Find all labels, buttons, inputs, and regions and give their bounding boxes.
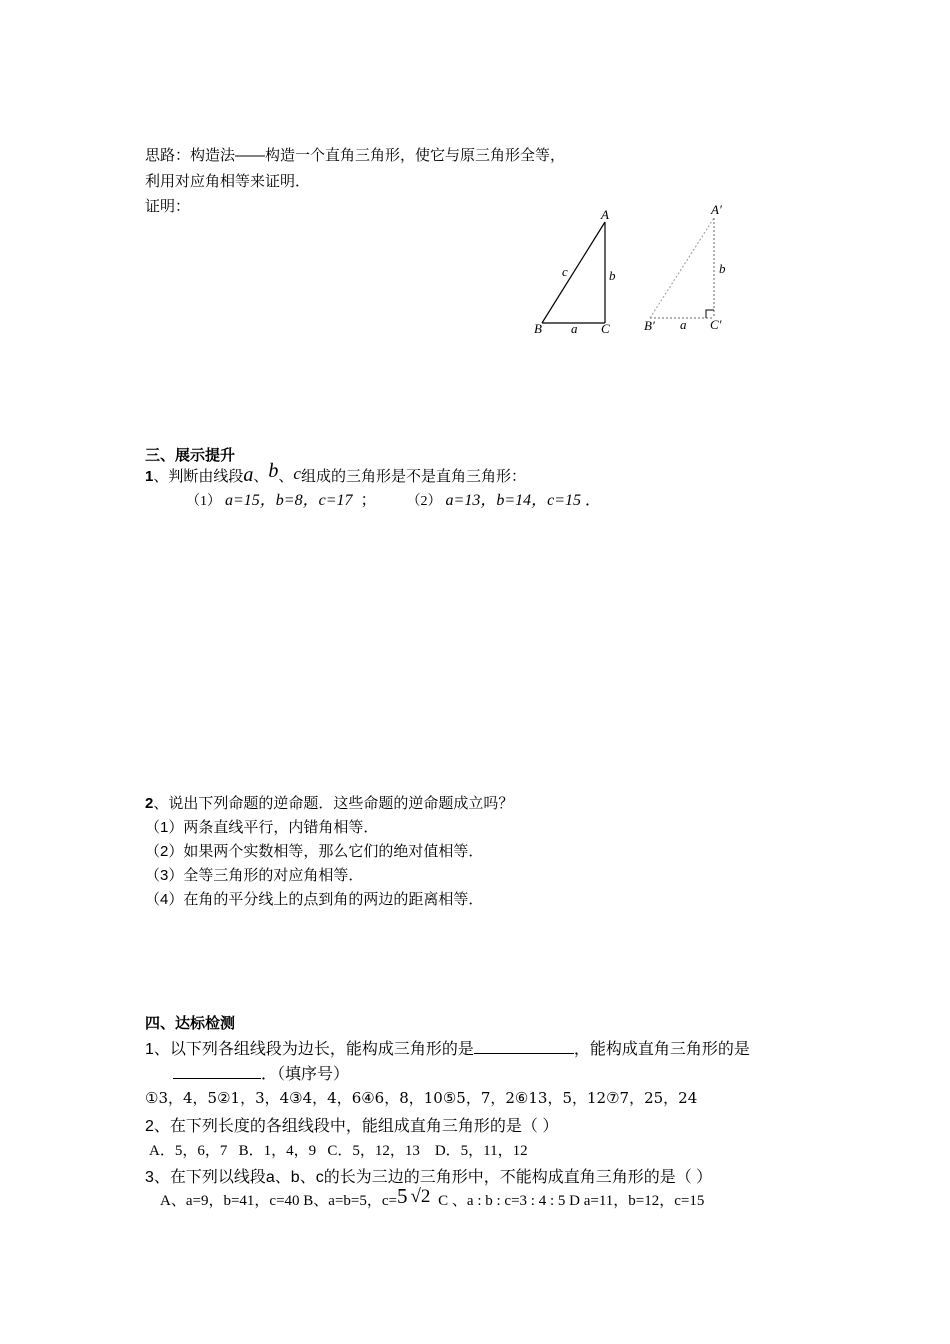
section-3-heading: 三、展示提升 (145, 447, 236, 464)
section-3-q1-parts (186, 487, 601, 510)
part-2-label: （2） (406, 494, 442, 509)
var-b: b (268, 460, 279, 482)
vertex-c-label: C (601, 321, 610, 336)
q2-item-4: （4）在角的平分线上的点到角的两边的距离相等． (145, 891, 484, 908)
s4-q3-options (160, 1186, 704, 1211)
s4-q3-opt-c: C 、a : b : c=3 : 4 : 5 (438, 1193, 566, 1209)
s4-q1-options: ①3，4，5②1，3，4③4，4，6④6，8，10⑤5，7，2⑥13，5，12⑦7，25，24 (145, 1089, 698, 1107)
s4-q2-stem: 2、在下列长度的各组线段中，能组成直角三角形的是（ ） (145, 1118, 559, 1135)
q2-stem-text: 、说出下列命题的逆命题．这些命题的逆命题成立吗？ (153, 795, 514, 812)
hypotenuse-prime-line (650, 218, 714, 318)
side-b-prime-label: b (719, 261, 726, 276)
section-4-heading: 四、达标检测 (145, 1015, 236, 1032)
part-2-end: ． (585, 492, 602, 509)
s4-q3-opt-b: B、a=b=5，c= (303, 1193, 397, 1209)
q2-number: 2 (145, 795, 154, 812)
q1-post: 组成的三角形是不是直角三角形： (300, 468, 526, 485)
var-c: c (293, 464, 301, 483)
s4-q3-opt-d: D a=11，b=12，c=15 (569, 1193, 705, 1209)
triangle-abc (534, 207, 616, 336)
q1-pre: 、判断由线段 (153, 468, 244, 485)
part-1-label: （1） (186, 494, 221, 509)
idea-line-2: 利用对应角相等来证明． (145, 173, 311, 190)
q2-item-1: （1）两条直线平行，内错角相等． (145, 819, 379, 836)
q1-sep1: 、 (253, 468, 269, 485)
s4-q1-stem (145, 1036, 750, 1059)
side-c-label: c (562, 264, 568, 279)
side-b-label: b (609, 268, 616, 283)
answer-blank-2[interactable] (173, 1064, 261, 1079)
vertex-b-label: B (534, 321, 542, 336)
vertex-a-prime-label: A′ (711, 202, 722, 217)
answer-blank-1[interactable] (474, 1039, 574, 1054)
q1-number: 1 (145, 468, 154, 485)
sqrt-2: √2 (410, 1186, 431, 1207)
vertex-b-prime-label: B′ (644, 318, 655, 333)
triangle-abc-prime (644, 202, 726, 333)
triangle-figures (520, 200, 750, 345)
s4-q3-stem: 3、在下列以线段a、b、c的长为三边的三角形中，不能构成直角三角形的是（ ） (145, 1169, 713, 1186)
var-a: a (243, 464, 254, 486)
part-1-expr: a=15，b=8，c=17 (225, 492, 353, 509)
vertex-a-label: A (601, 207, 609, 222)
idea-line-1: 思路：构造法——构造一个直角三角形，使它与原三角形全等， (145, 147, 566, 164)
q2-item-3: （3）全等三角形的对应角相等． (145, 867, 364, 884)
side-a-prime-label: a (680, 317, 687, 332)
proof-label: 证明： (145, 198, 191, 215)
s4-q1-line2 (173, 1061, 349, 1084)
s4-q1-pre: 1、以下列各组线段为边长，能构成三角形的是 (145, 1041, 474, 1058)
part-1-end: ； (360, 492, 377, 509)
side-c-line (542, 222, 605, 323)
s4-q3-opt-b-coef: 5 (396, 1184, 408, 1208)
section-3-q2-stem (145, 792, 513, 813)
s4-q3-opt-a: A、a=9，b=41，c=40 (160, 1193, 300, 1209)
side-a-label: a (571, 321, 578, 336)
section-3-q1-stem (145, 460, 526, 487)
s4-q1-mid: ，能构成直角三角形的是 (573, 1041, 750, 1058)
vertex-c-prime-label: C′ (710, 317, 722, 332)
s4-q2-options: A．5，6，7 B．1，4，9 C．5，12，13 D．5，11，12 (149, 1143, 528, 1159)
q1-sep2: 、 (278, 468, 294, 485)
q2-item-2: （2）如果两个实数相等，那么它们的绝对值相等． (145, 843, 484, 860)
s4-q1-end: ．（填序号） (261, 1066, 350, 1083)
part-2-expr: a=13，b=14，c=15 (445, 492, 582, 509)
